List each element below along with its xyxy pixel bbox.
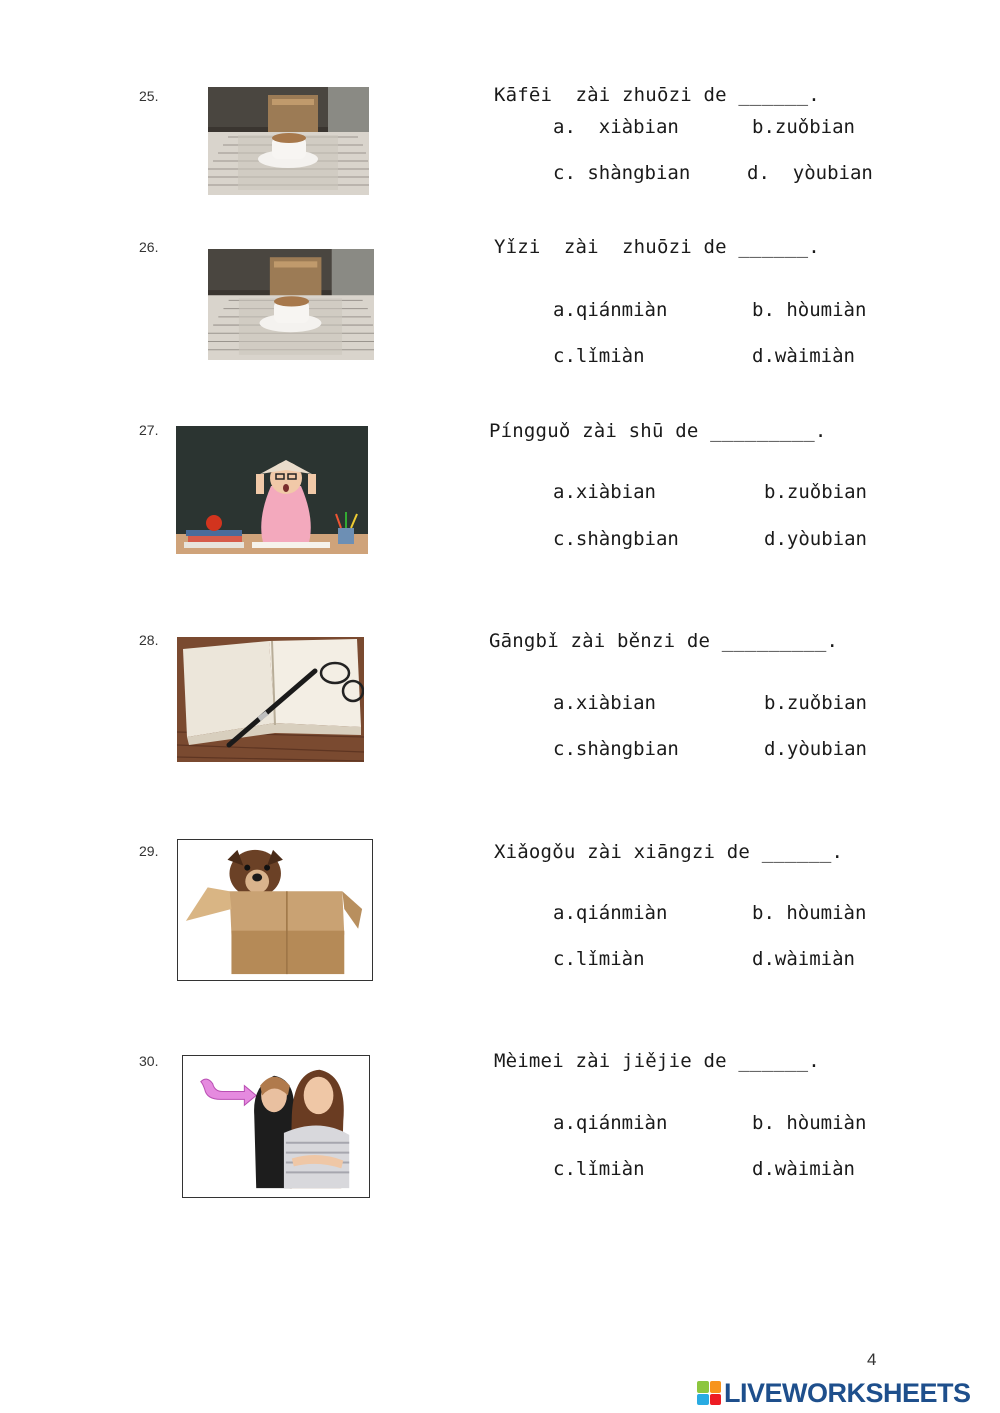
logo-text: LIVEWORKSHEETS <box>724 1377 971 1408</box>
question-number: 29. <box>139 843 159 859</box>
option-b[interactable]: b.zuǒbian <box>764 481 867 503</box>
question-prompt: Xiǎogǒu zài xiāngzi de ______. <box>494 841 844 863</box>
option-d[interactable]: d. yòubian <box>747 162 873 184</box>
question-prompt: Kāfēi zài zhuōzi de ______. <box>494 84 820 106</box>
option-a[interactable]: a. xiàbian <box>553 116 679 138</box>
option-d[interactable]: d.wàimiàn <box>752 345 855 367</box>
page-number: 4 <box>867 1350 877 1369</box>
question-number: 30. <box>139 1053 159 1069</box>
option-c[interactable]: c.lǐmiàn <box>553 948 645 970</box>
option-a[interactable]: a.qiánmiàn <box>553 299 668 321</box>
option-b[interactable]: b. hòumiàn <box>752 299 867 321</box>
option-d[interactable]: d.yòubian <box>764 738 867 760</box>
puppy-in-box-image <box>177 839 373 981</box>
option-a[interactable]: a.xiàbian <box>553 692 656 714</box>
option-b[interactable]: b.zuǒbian <box>764 692 867 714</box>
option-d[interactable]: d.yòubian <box>764 528 867 550</box>
option-b[interactable]: b.zuǒbian <box>752 116 855 138</box>
sisters-with-arrow-image <box>182 1055 370 1198</box>
question-number: 26. <box>139 239 159 255</box>
option-c[interactable]: c.lǐmiàn <box>553 1158 645 1180</box>
coffee-on-table-image <box>208 87 369 195</box>
option-a[interactable]: a.xiàbian <box>553 481 656 503</box>
option-b[interactable]: b. hòumiàn <box>752 902 867 924</box>
pen-on-notebook-image <box>177 637 364 762</box>
question-number: 25. <box>139 88 159 104</box>
liveworksheets-logo[interactable] <box>697 1378 971 1408</box>
option-c[interactable]: c.shàngbian <box>553 528 679 550</box>
question-prompt: Mèimei zài jiějie de ______. <box>494 1050 820 1072</box>
question-number: 28. <box>139 632 159 648</box>
option-d[interactable]: d.wàimiàn <box>752 1158 855 1180</box>
question-prompt: Gāngbǐ zài běnzi de _________. <box>489 630 839 652</box>
option-b[interactable]: b. hòumiàn <box>752 1112 867 1134</box>
option-a[interactable]: a.qiánmiàn <box>553 1112 668 1134</box>
option-c[interactable]: c.shàngbian <box>553 738 679 760</box>
chair-behind-table-image <box>208 249 374 360</box>
girl-with-book-and-apple-image <box>176 426 368 554</box>
question-prompt: Píngguǒ zài shū de _________. <box>489 420 827 442</box>
option-c[interactable]: c. shàngbian <box>553 162 691 184</box>
question-prompt: Yǐzi zài zhuōzi de ______. <box>494 236 820 258</box>
option-a[interactable]: a.qiánmiàn <box>553 902 668 924</box>
logo-mark-icon <box>697 1381 721 1405</box>
option-d[interactable]: d.wàimiàn <box>752 948 855 970</box>
question-number: 27. <box>139 422 159 438</box>
option-c[interactable]: c.lǐmiàn <box>553 345 645 367</box>
